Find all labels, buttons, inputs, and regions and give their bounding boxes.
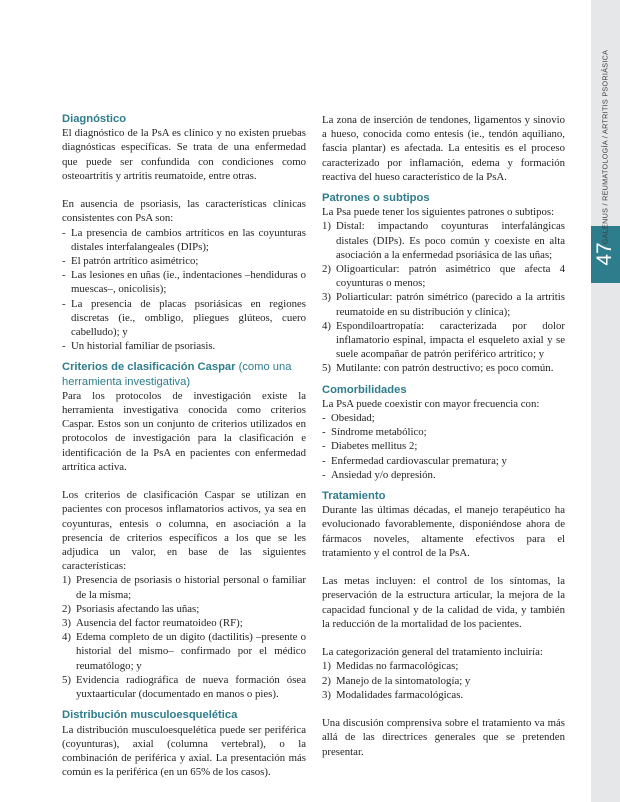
list-item: - La presencia de placas psoriásicas en regiones discretas (ie., ombligo, pliegues glúteos, cuero cabelludo); y — [62, 297, 306, 339]
heading-distribucion: Distribución musculoesquelética — [62, 709, 238, 722]
list-item: 4) Edema completo de un digito (dactilitis) –presente o historial del mismo– confirmado por el médico reumatólogo; y — [62, 631, 306, 672]
paragraph: Una discusión comprensiva sobre el tratamiento va más allá de las directrices generales que se pretenden presentar. — [322, 717, 565, 758]
paragraph: El diagnóstico de la PsA es clínico y no existen pruebas diagnósticas específicas. Se trata de una enfermedad que puede ser confundida con condiciones como osteoartritis y artritis reumatoide, entre otras. — [62, 127, 306, 182]
list-tratamiento — [322, 659, 565, 702]
list-item: - Síndrome metabólico; — [322, 426, 427, 439]
paragraph: La zona de inserción de tendones, ligamentos y sinovio a hueso, conocida como entesis (ie., tendón aquiliano, fascia plantar) es afectada. La entesitis es el proceso caracterizado por inflamación, edema y formación reactiva del hueso característico de la PsA. — [322, 114, 565, 183]
list-patrones — [322, 219, 565, 375]
list-item: 5) Evidencia radiográfica de nueva formación ósea yuxtaarticular (documentado en manos o pies). — [62, 673, 306, 701]
paragraph: La Psa puede tener los siguientes patrones o subtipos: — [322, 206, 555, 219]
list-item: 1) Medidas no farmacológicas; — [322, 660, 459, 673]
list-item: - Un historial familiar de psoriasis. — [62, 340, 216, 353]
paragraph: Durante las últimas décadas, el manejo terapéutico ha evolucionado favorablemente, disponiéndose ahora de fármacos noveles, altamente efectivos para el tratamiento y el control de la PsA. — [322, 504, 565, 559]
heading-comorbilidades: Comorbilidades — [322, 383, 407, 396]
page-number: 47 — [593, 242, 616, 266]
right-column — [322, 113, 565, 759]
list-item: - Obesidad; — [322, 412, 375, 425]
list-item: - Enfermedad cardiovascular prematura; y — [322, 454, 507, 467]
list-item: 1) Distal: impactando coyunturas interfalángicas distales (DIPs). Es poco común y coexiste en alta asociación a la enfermedad psoriásica de las uñas; — [322, 220, 565, 261]
heading-tratamiento: Tratamiento — [322, 490, 386, 503]
list-item: - El patrón artrítico asimétrico; — [62, 255, 199, 268]
list-comorbilidades — [322, 411, 565, 482]
list-item: - Las lesiones en uñas (ie., indentaciones –hendiduras o muescas–, onicolisis); — [62, 269, 306, 296]
heading-patrones: Patrones o subtipos — [322, 192, 430, 205]
paragraph: La distribución musculoesquelética puede ser periférica (coyunturas), axial (columna vertebral), o la combinación de periférica y axial. La presentación más común es la periférica (en un 65% de los casos). — [62, 723, 306, 779]
list-item: 3) Modalidades farmacológicas. — [322, 688, 464, 701]
list-item: 4) Espondiloartropatía: caracterizada por dolor inflamatorio espinal, impacta el esqueleto axial y se suele acompañar de patrón periférico artrítico; y — [322, 319, 565, 361]
list-item: 1) Presencia de psoriasis o historial personal o familiar de la misma; — [62, 574, 306, 601]
left-column — [62, 112, 306, 779]
list-item: - La presencia de cambios artríticos en las coyunturas distales interfalangeales (DIPs); — [62, 226, 306, 253]
paragraph: La categorización general del tratamiento incluiría: — [322, 646, 543, 659]
heading-caspar: Criterios de clasificación Caspar (como una herramienta investigativa) — [62, 361, 292, 388]
paragraph: Para los protocolos de investigación existe la herramienta investigativa conocida como criterios Caspar. Estos son un conjunto de criterios utilizados en protocolos de investigación para la clasificación e identificación de la PsA en pacientes con enfermedad artrítica activa. — [62, 389, 306, 473]
paragraph: Las metas incluyen: el control de los síntomas, la preservación de la estructura articular, la mejora de la capacidad funcional y de la calidad de vida, y también la reducción de la mortalidad de los pacientes. — [322, 575, 565, 630]
list-item: - Diabetes mellitus 2; — [322, 440, 418, 453]
heading-diagnostico: Diagnóstico — [62, 113, 127, 125]
list-item: 2) Psoriasis afectando las uñas; — [62, 602, 200, 615]
paragraph: En ausencia de psoriasis, las características clínicas consistentes con PsA son: — [62, 198, 306, 225]
running-head: GALENUS / REUMATOLOGÍA / ARTRITIS PSORIÁSICA — [600, 49, 610, 245]
list-item: 2) Manejo de la sintomatología; y — [322, 674, 471, 687]
list-item: 2) Oligoarticular: patrón asimétrico que afecta 4 coyunturas o menos; — [322, 263, 565, 290]
list-item: - Ansiedad y/o depresión. — [322, 468, 436, 481]
list-caracteristicas — [62, 226, 306, 354]
list-item: 3) Poliarticular: patrón simétrico (parecido a la artritis reumatoide en su distribución y clínica); — [322, 291, 565, 318]
list-item: 5) Mutilante: con patrón destructivo; es poco común. — [322, 362, 554, 375]
paragraph: La PsA puede coexistir con mayor frecuencia con: — [322, 397, 540, 410]
list-item: 3) Ausencia del factor reumatoideo (RF); — [62, 617, 243, 630]
list-criterios — [62, 573, 306, 701]
paragraph: Los criterios de clasificación Caspar se utilizan en pacientes con procesos inflamatorios activos, ya sea en coyunturas, entesis o columna, en asociación a la presencia de criterios específicos a los que se les adjudica un valor, en base de las siguientes características: — [62, 489, 306, 573]
